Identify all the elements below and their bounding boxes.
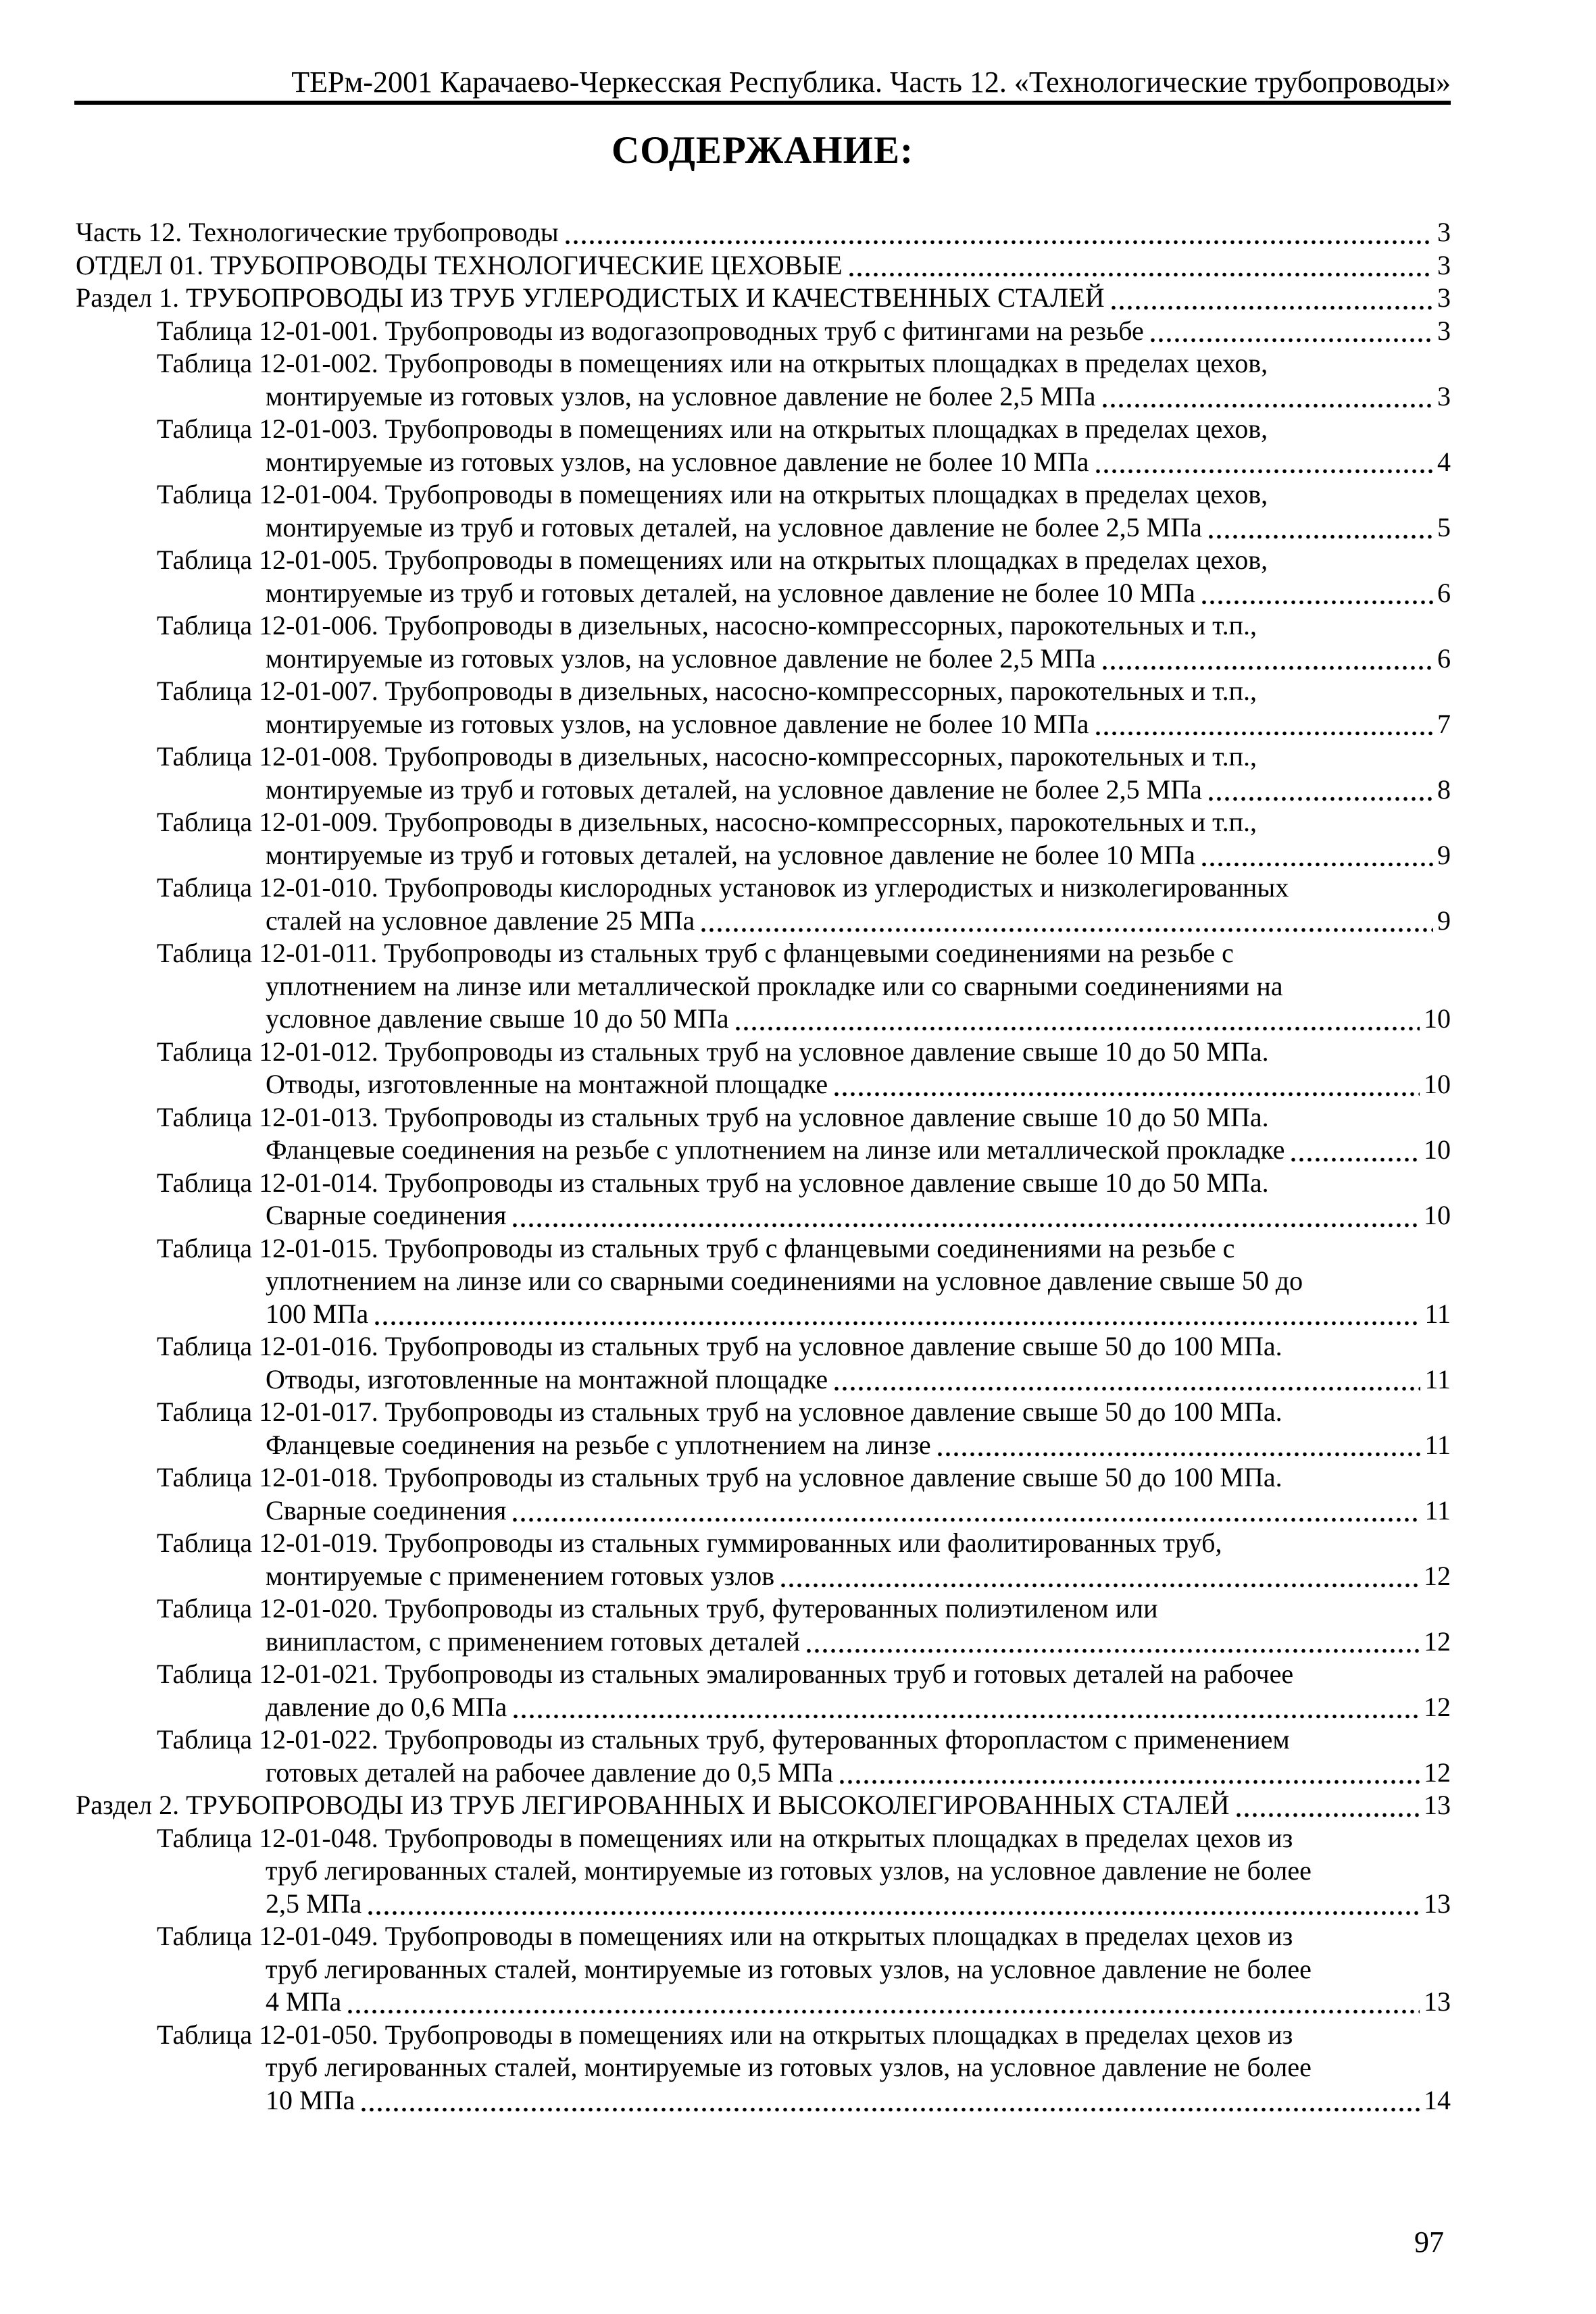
toc-entry [76,872,1451,937]
toc-entry-text: 10 МПа [266,2084,355,2115]
toc-page-number: 6 [1437,643,1451,674]
toc-page-number: 9 [1437,905,1451,936]
toc-entry-line: труб легированных сталей, монтируемые из готовых узлов, на условное давление не более [266,1855,1312,1886]
toc-entry-line: Таблица 12-01-014. Трубопроводы из стальных труб на условное давление свыше 10 до 50 МПа. [157,1167,1269,1198]
toc-entry-line: Таблица 12-01-005. Трубопроводы в помещениях или на открытых площадках в пределах цехов, [157,545,1268,575]
toc-page-number: 8 [1437,774,1451,805]
toc-entry-line: Таблица 12-01-009. Трубопроводы в дизельных, насосно-компрессорных, парокотельных и т.п., [157,807,1257,837]
toc-entry-text: Часть 12. Технологические трубопроводы [76,217,559,247]
toc-entry-text: монтируемые из готовых узлов, на условное давление не более 10 МПа [266,708,1089,739]
leader-dots [1096,446,1433,479]
toc-entry-text: Отводы, изготовленные на монтажной площадке [266,1363,828,1394]
toc-entry-line: Таблица 12-01-008. Трубопроводы в дизельных, насосно-компрессорных, парокотельных и т.п., [157,741,1257,772]
toc-page-number: 11 [1424,1298,1451,1329]
leader-dots [938,1429,1421,1462]
toc-entry-line: Таблица 12-01-011. Трубопроводы из стальных труб с фланцевыми соединениями на резьбе с [157,938,1234,968]
leader-dots [514,1691,1420,1724]
toc-entry-line: труб легированных сталей, монтируемые из готовых узлов, на условное давление не более [266,2052,1312,2082]
toc-entry [76,1789,1451,1822]
toc-entry [76,1920,1451,2019]
toc-entry-line: труб легированных сталей, монтируемые из готовых узлов, на условное давление не более [266,1953,1312,1984]
toc-page-number: 3 [1437,282,1451,313]
toc-entry-text: ОТДЕЛ 01. ТРУБОПРОВОДЫ ТЕХНОЛОГИЧЕСКИЕ ЦЕХОВЫЕ [76,249,843,280]
toc-entry [76,216,1451,249]
toc-entry [76,675,1451,740]
leader-dots [361,2084,1420,2117]
leader-dots [1291,1134,1420,1167]
toc-entry [76,1167,1451,1232]
toc-entry [76,249,1451,282]
leader-dots [1103,380,1433,413]
toc-page-number: 13 [1424,1790,1451,1820]
toc-entry-text: сталей на условное давление 25 МПа [266,905,695,936]
leader-dots [834,1363,1420,1397]
running-header [74,65,1451,105]
toc-entry-text: Отводы, изготовленные на монтажной площадке [266,1069,828,1099]
toc-page-number: 9 [1437,839,1451,870]
toc-entry-line: Таблица 12-01-013. Трубопроводы из стальных труб на условное давление свыше 10 до 50 МПа. [157,1101,1269,1132]
toc-entry-line: Таблица 12-01-021. Трубопроводы из стальных эмалированных труб и готовых деталей на рабочее [157,1659,1294,1689]
toc-entry-text: 2,5 МПа [266,1888,362,1919]
toc-entry-text: винипластом, с применением готовых деталей [266,1626,801,1657]
toc-entry [76,1724,1451,1789]
leader-dots [781,1560,1420,1593]
toc-page-number: 7 [1437,708,1451,739]
toc-entry [76,347,1451,413]
page-title: СОДЕРЖАНИЕ: [612,129,914,172]
toc-entry-line: Таблица 12-01-049. Трубопроводы в помещениях или на открытых площадках в пределах цехов из [157,1921,1293,1951]
toc [76,216,1451,2117]
toc-entry-line: Таблица 12-01-022. Трубопроводы из стальных труб, футерованных фторопластом с применением [157,1724,1290,1755]
toc-entry-text: Раздел 1. ТРУБОПРОВОДЫ ИЗ ТРУБ УГЛЕРОДИСТЫХ И КАЧЕСТВЕННЫХ СТАЛЕЙ [76,282,1105,313]
toc-entry-line: уплотнением на линзе или металлической прокладке или со сварными соединениями на [266,970,1283,1001]
leader-dots [840,1757,1420,1790]
toc-entry [76,609,1451,675]
toc-entry-text: Фланцевые соединения на резьбе с уплотнением на линзе [266,1429,931,1460]
toc-entry [76,1101,1451,1167]
toc-page-number: 10 [1424,1134,1451,1165]
toc-entry-text: Фланцевые соединения на резьбе с уплотнением на линзе или металлической прокладке [266,1134,1285,1165]
toc-page-number: 4 [1437,446,1451,477]
leader-dots [1103,643,1433,676]
leader-dots [368,1888,1420,1921]
toc-entry [76,1592,1451,1658]
toc-page-number: 6 [1437,577,1451,608]
leader-dots [834,1068,1420,1101]
toc-entry-text: монтируемые из готовых узлов, на условное давление не более 2,5 МПа [266,380,1096,411]
toc-entry-text: Таблица 12-01-001. Трубопроводы из водогазопроводных труб с фитингами на резьбе [157,315,1144,346]
toc-entry-text: монтируемые с применением готовых узлов [266,1560,775,1591]
toc-entry-text: условное давление свыше 10 до 50 МПа [266,1003,729,1034]
leader-dots [1112,282,1433,315]
leader-dots [1209,774,1433,807]
toc-entry [76,2019,1451,2117]
toc-page-number: 3 [1437,380,1451,411]
toc-page-number: 3 [1437,315,1451,346]
toc-entry-text: монтируемые из труб и готовых деталей, на условное давление не более 2,5 МПа [266,511,1202,543]
toc-entry-text: монтируемые из труб и готовых деталей, на условное давление не более 10 МПа [266,577,1195,608]
leader-dots [1202,839,1433,872]
toc-page-number: 14 [1424,2084,1451,2115]
toc-entry-line: Таблица 12-01-048. Трубопроводы в помещениях или на открытых площадках в пределах цехов из [157,1822,1293,1853]
toc-entry-line: Таблица 12-01-020. Трубопроводы из стальных труб, футерованных полиэтиленом или [157,1593,1158,1624]
toc-entry [76,740,1451,806]
toc-entry [76,1658,1451,1724]
toc-page-number: 11 [1424,1429,1451,1460]
toc-page-number: 10 [1424,1069,1451,1099]
leader-dots [736,1003,1420,1036]
toc-entry-text: давление до 0,6 МПа [266,1691,507,1722]
toc-entry-line: Таблица 12-01-006. Трубопроводы в дизельных, насосно-компрессорных, парокотельных и т.п., [157,610,1257,640]
toc-entry-line: Таблица 12-01-010. Трубопроводы кислородных установок из углеродистых и низколегированных [157,872,1289,903]
leader-dots [1151,315,1433,348]
footer-page-number: 97 [1414,2225,1444,2259]
toc-entry-line: Таблица 12-01-007. Трубопроводы в дизельных, насосно-компрессорных, парокотельных и т.п., [157,676,1257,706]
toc-entry [76,282,1451,315]
leader-dots [701,905,1433,938]
toc-entry-text: 100 МПа [266,1298,369,1329]
toc-page-number: 12 [1424,1626,1451,1657]
toc-entry [76,937,1451,1036]
toc-page-number: 10 [1424,1003,1451,1034]
leader-dots [348,1986,1420,2019]
toc-entry [76,1036,1451,1101]
toc-entry-line: Таблица 12-01-004. Трубопроводы в помещениях или на открытых площадках в пределах цехов, [157,479,1268,509]
toc-page-number: 13 [1424,1888,1451,1919]
toc-entry-line: Таблица 12-01-012. Трубопроводы из стальных труб на условное давление свыше 10 до 50 МПа. [157,1036,1269,1067]
toc-entry [76,478,1451,544]
toc-entry-text: монтируемые из готовых узлов, на условное давление не более 2,5 МПа [266,643,1096,674]
toc-entry [76,1232,1451,1331]
leader-dots [1237,1789,1420,1822]
toc-page-number: 11 [1424,1494,1451,1526]
toc-page-number: 11 [1424,1363,1451,1394]
toc-entry-line: Таблица 12-01-050. Трубопроводы в помещениях или на открытых площадках в пределах цехов из [157,2019,1293,2050]
toc-entry [76,806,1451,872]
toc-entry-text: 4 МПа [266,1986,342,2017]
toc-entry-text: готовых деталей на рабочее давление до 0,5 МПа [266,1757,834,1788]
toc-entry [76,1461,1451,1527]
toc-page-number: 12 [1424,1691,1451,1722]
toc-entry-line: Таблица 12-01-002. Трубопроводы в помещениях или на открытых площадках в пределах цехов, [157,348,1268,378]
toc-entry-text: Сварные соединения [266,1494,507,1526]
toc-entry-text: Раздел 2. ТРУБОПРОВОДЫ ИЗ ТРУБ ЛЕГИРОВАННЫХ И ВЫСОКОЛЕГИРОВАННЫХ СТАЛЕЙ [76,1790,1230,1820]
toc-entry [76,1396,1451,1461]
toc-entry [76,315,1451,348]
leader-dots [566,216,1433,249]
toc-entry [76,1527,1451,1592]
leader-dots [1209,511,1433,545]
leader-dots [1202,577,1433,610]
toc-entry-line: уплотнением на линзе или со сварными соединениями на условное давление свыше 50 до [266,1265,1303,1296]
toc-entry [76,1822,1451,1921]
running-header-text: ТЕРм-2001 Карачаево-Черкесская Республика. Часть 12. «Технологические трубопроводы» [291,66,1451,99]
toc-entry [76,413,1451,478]
toc-entry-line: Таблица 12-01-017. Трубопроводы из стальных труб на условное давление свыше 50 до 100 МПа. [157,1397,1282,1427]
toc-entry [76,1330,1451,1396]
toc-page-number: 12 [1424,1757,1451,1788]
toc-entry-line: Таблица 12-01-016. Трубопроводы из стальных труб на условное давление свыше 50 до 100 МПа. [157,1331,1282,1361]
toc-page-number: 12 [1424,1560,1451,1591]
toc-page-number: 5 [1437,511,1451,543]
toc-page-number: 3 [1437,217,1451,247]
toc-entry [76,544,1451,609]
toc-entry-line: Таблица 12-01-015. Трубопроводы из стальных труб с фланцевыми соединениями на резьбе с [157,1232,1235,1263]
leader-dots [1096,708,1433,741]
toc-entry-line: Таблица 12-01-003. Трубопроводы в помещениях или на открытых площадках в пределах цехов, [157,413,1268,444]
toc-entry-text: монтируемые из труб и готовых деталей, на условное давление не более 10 МПа [266,839,1195,870]
toc-entry-line: Таблица 12-01-019. Трубопроводы из стальных гуммированных или фаолитированных труб, [157,1528,1222,1558]
leader-dots [513,1494,1420,1528]
leader-dots [375,1298,1420,1331]
toc-entry-line: Таблица 12-01-018. Трубопроводы из стальных труб на условное давление свыше 50 до 100 МПа. [157,1462,1282,1492]
leader-dots [849,249,1433,282]
toc-page-number: 13 [1424,1986,1451,2017]
toc-page-number: 10 [1424,1200,1451,1230]
toc-entry-text: монтируемые из готовых узлов, на условное давление не более 10 МПа [266,446,1089,477]
leader-dots [513,1199,1420,1232]
toc-page-number: 3 [1437,249,1451,280]
toc-entry-text: Сварные соединения [266,1200,507,1230]
leader-dots [807,1626,1420,1659]
toc-entry-text: монтируемые из труб и готовых деталей, на условное давление не более 2,5 МПа [266,774,1202,805]
